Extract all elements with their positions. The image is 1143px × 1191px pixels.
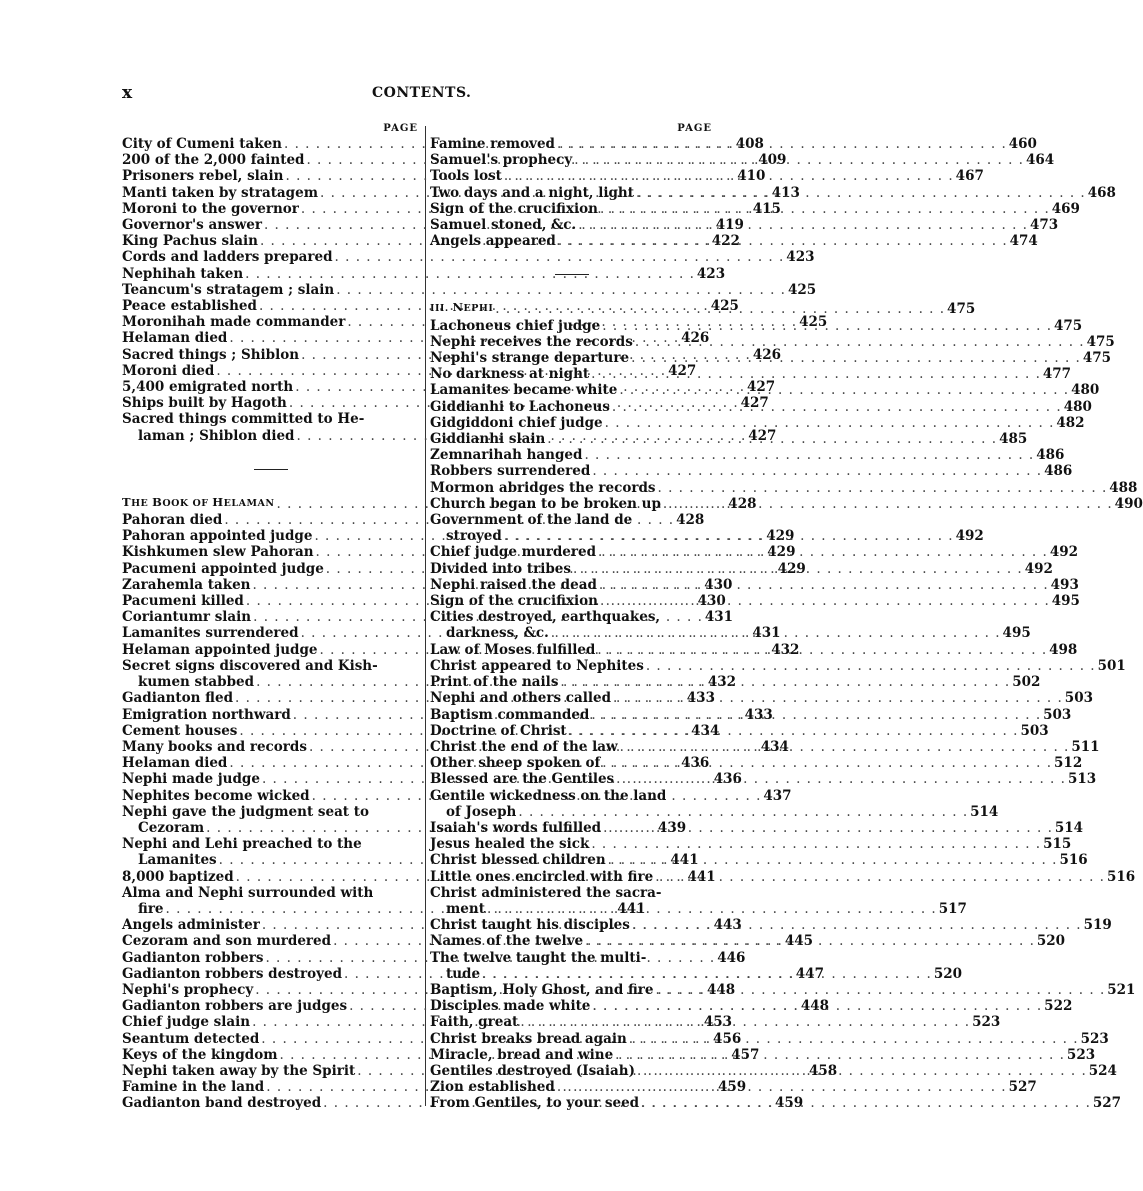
entry-title: Nephi raised the dead	[430, 576, 597, 593]
leader-dots	[655, 869, 1105, 885]
entry-page: 480	[1071, 382, 1100, 399]
entry-page: 523	[972, 1014, 1001, 1031]
leader-dots	[600, 201, 1050, 217]
leader-dots	[600, 593, 1050, 609]
entry-title: Famine removed	[430, 136, 555, 152]
entry-title: Moronihah made commander	[122, 314, 346, 331]
entry-title: Divided into tribes	[430, 560, 571, 577]
entry-page: 517	[938, 900, 967, 917]
leader-dots	[592, 998, 1042, 1014]
entry-page: 516	[1059, 852, 1088, 869]
entry-title: Other sheep spoken of	[430, 755, 601, 772]
entry-title: Lachoneus chief judge	[430, 317, 601, 334]
entry-title: Emigration northward	[122, 706, 291, 723]
entry-title: Doctrine of Christ	[430, 722, 567, 739]
entry-title: King Pachus slain	[122, 233, 258, 250]
entry-page: 527	[1008, 1079, 1037, 1096]
entry-page: 446	[717, 949, 746, 966]
leader-dots	[557, 136, 1007, 152]
leader-dots	[584, 447, 1034, 463]
entry-title: Faith, great	[430, 1014, 519, 1031]
entry-page: 453	[703, 1014, 733, 1031]
leader-dots	[520, 1014, 970, 1030]
entry-page: 513	[1067, 771, 1097, 788]
entry-title: Nephi's prophecy	[122, 981, 254, 998]
page-column-label: PAGE	[677, 123, 712, 134]
entry-title: Two days and a night, light	[430, 184, 634, 201]
leader-dots	[591, 836, 1041, 852]
leader-dots	[636, 185, 1086, 201]
entry-title: Christ breaks bread again	[430, 1030, 627, 1047]
entry-title: Samuel stoned, &c.	[430, 217, 577, 234]
leader-dots	[632, 917, 1082, 933]
entry-title: Lamanites became white	[430, 382, 618, 399]
entry-page: 448	[706, 981, 736, 998]
entry-page: 490	[1114, 495, 1143, 512]
entry-title: Sign of the crucifixion	[430, 200, 598, 217]
entry-page: 445	[784, 933, 814, 950]
entry-title: Christ the end of the law	[430, 738, 618, 755]
entry-title: Blessed are the Gentiles	[430, 771, 615, 788]
entry-page: 503	[1020, 722, 1049, 739]
leader-dots	[591, 707, 1041, 723]
entry-title: No darkness at night	[430, 366, 590, 383]
entry-title: 200 of the 2,000 fainted	[122, 152, 305, 169]
entry-page: 408	[735, 136, 764, 152]
leader-dots	[599, 577, 1049, 593]
entry-title-line2: of Joseph	[446, 803, 517, 820]
entry-page: 434	[691, 722, 720, 739]
entry-title: Moroni died	[122, 362, 215, 379]
leader-dots	[504, 528, 954, 544]
entry-page: 431	[752, 625, 781, 642]
running-title: CONTENTS.	[372, 85, 472, 101]
entry-title: Zion established	[430, 1079, 555, 1096]
entry-page: 521	[1107, 981, 1136, 998]
entry-title: Nephihah taken	[122, 265, 244, 282]
leader-dots	[608, 852, 1058, 868]
leader-dots	[635, 334, 1085, 350]
entry-page: 492	[1024, 560, 1053, 577]
entry-title: Prisoners rebel, slain	[122, 168, 284, 185]
leader-dots	[602, 318, 1052, 334]
entry-page: 432	[707, 674, 737, 691]
entry-page: 515	[1043, 836, 1072, 853]
entry-title: Nephites become wicked	[122, 787, 310, 804]
entry-title: Pahoran appointed judge	[122, 528, 313, 545]
toc-entry	[430, 333, 1115, 350]
entry-page: 426	[752, 346, 782, 363]
entry-page: 427	[668, 362, 697, 379]
entry-page: 443	[713, 917, 742, 934]
entry-page: 464	[1025, 152, 1055, 169]
entry-title-line2: darkness, &c.	[446, 625, 549, 642]
leader-dots	[629, 1031, 1079, 1047]
entry-page: 524	[1088, 1062, 1117, 1079]
entry-title: Baptism, Holy Ghost, and fire	[430, 981, 654, 998]
entry-page: 486	[1036, 447, 1065, 464]
toc-entry	[430, 836, 1072, 853]
entry-page: 441	[687, 868, 716, 885]
entry-title: Church began to be broken up	[430, 495, 661, 512]
entry-title: Samuel's prophecy	[430, 152, 573, 169]
toc-entry	[430, 819, 1084, 836]
leader-dots	[612, 399, 1062, 415]
entry-title-line1: Gentile wickedness on the land	[430, 787, 667, 804]
entry-title: Ships built by Hagoth	[122, 395, 287, 412]
section-divider	[430, 249, 714, 299]
entry-page: 492	[1049, 544, 1078, 561]
entry-title: Sign of the crucifixion	[430, 593, 598, 610]
entry-title: Nephi and others called	[430, 690, 612, 707]
wrapped-entry	[430, 884, 967, 917]
toc-entry	[430, 868, 1136, 885]
toc-entry	[430, 463, 1073, 480]
entry-page: 511	[1071, 738, 1100, 755]
leader-dots	[597, 642, 1047, 658]
entry-page: 427	[747, 379, 776, 396]
entry-page: 527	[1092, 1095, 1122, 1112]
entry-title: Christ blessed children	[430, 852, 606, 869]
entry-page: 426	[681, 330, 710, 347]
entry-title: Disciples made white	[430, 998, 591, 1015]
entry-title: Isaiah's words fulfilled	[430, 819, 602, 836]
entry-title-line1: Secret signs discovered and Kish-	[122, 657, 378, 674]
entry-page: 456	[713, 1030, 742, 1047]
entry-page: 441	[617, 900, 646, 917]
entry-title: Moroni to the governor	[122, 200, 299, 217]
entry-page: 459	[774, 1095, 804, 1112]
entry-title-line2: kumen stabbed	[138, 674, 255, 691]
entry-page: 480	[1063, 398, 1092, 415]
entry-title: From Gentiles, to your seed	[430, 1095, 640, 1112]
entry-page: 427	[748, 427, 777, 444]
entry-title: Gadianton band destroyed	[122, 1095, 322, 1112]
toc-entry	[430, 414, 1085, 431]
entry-page: 437	[763, 787, 792, 804]
entry-title: Famine in the land	[122, 1079, 265, 1096]
entry-title: Christ appeared to Nephites	[430, 657, 644, 674]
entry-page: 447	[795, 965, 824, 982]
entry-title: Nephi's strange departure	[430, 350, 630, 367]
entry-page: 523	[1080, 1030, 1109, 1047]
entry-title-line2-row	[430, 803, 999, 820]
page-column-label: PAGE	[383, 123, 418, 134]
entry-page: 520	[1036, 933, 1066, 950]
leader-dots	[631, 350, 1081, 366]
entry-page: 475	[1082, 350, 1112, 367]
toc-entry	[430, 447, 1065, 464]
toc-entry	[430, 722, 1049, 739]
leader-dots	[663, 496, 1113, 512]
entry-title: Sacred things ; Shiblon	[122, 346, 300, 363]
entry-title-line2: fire	[138, 900, 164, 917]
toc-entry	[122, 265, 726, 282]
leader-dots	[495, 301, 945, 317]
entry-page: 516	[1106, 868, 1136, 885]
leader-dots	[615, 1047, 1065, 1063]
leader-dots	[619, 382, 1069, 398]
entry-title-line1: Cities destroyed, earthquakes,	[430, 609, 661, 626]
entry-page: 429	[777, 560, 806, 577]
entry-page: 410	[737, 168, 766, 185]
toc-entry	[122, 281, 817, 298]
entry-page: 425	[710, 298, 739, 315]
leader-dots	[657, 480, 1107, 496]
entry-title: Manti taken by stratagem	[122, 184, 318, 201]
entry-title-line2: stroyed	[446, 528, 502, 545]
leader-dots	[605, 415, 1055, 431]
entry-page: 488	[1109, 479, 1138, 496]
entry-title: Zemnarihah hanged	[430, 447, 583, 464]
entry-page: 492	[955, 528, 984, 545]
section-title: III. NEPHI	[430, 300, 494, 315]
entry-title: Teancum's stratagem ; slain	[122, 281, 335, 298]
entry-title: Nephi made judge	[122, 771, 260, 788]
leader-dots	[560, 674, 1010, 690]
section-page: 475	[947, 301, 976, 318]
entry-page: 429	[767, 544, 796, 561]
entry-page: 473	[1029, 217, 1059, 234]
entry-page: 415	[752, 200, 781, 217]
entry-page: 501	[1097, 657, 1126, 674]
entry-page: 459	[718, 1079, 747, 1096]
toc-entry	[430, 755, 1083, 772]
entry-page: 475	[1054, 317, 1083, 334]
entry-page: 520	[933, 965, 963, 982]
entry-title: Governor's answer	[122, 217, 262, 234]
entry-title: Mormon abridges the records	[430, 479, 656, 496]
entry-page: 495	[1051, 593, 1080, 610]
entry-page: 495	[1002, 625, 1031, 642]
entry-title-line1: Christ administered the sacra-	[430, 884, 662, 901]
toc-entry	[430, 690, 1093, 707]
entry-title: Chief judge murdered	[430, 544, 597, 561]
entry-title: Helaman appointed judge	[122, 641, 318, 658]
leader-dots	[591, 366, 1041, 382]
entry-page: 514	[970, 803, 999, 820]
entry-title: 8,000 baptized	[122, 868, 234, 885]
entry-page: 429	[766, 528, 795, 545]
section-title: THE BOOK OF HELAMAN	[122, 494, 275, 509]
entry-page: 458	[809, 1062, 838, 1079]
leader-dots	[518, 804, 968, 820]
entry-title: Gadianton robbers	[122, 949, 264, 966]
toc-entry	[430, 479, 1138, 496]
toc-entry	[122, 249, 815, 266]
leader-dots	[557, 1079, 1007, 1095]
entry-title: Names of the twelve	[430, 933, 584, 950]
entry-title: Lamanites surrendered	[122, 625, 299, 642]
leader-dots	[613, 690, 1063, 706]
entry-title: Angels administer	[122, 917, 260, 934]
entry-title: Jesus healed the sick	[430, 836, 590, 853]
entry-title: Tools lost	[430, 168, 502, 185]
entry-title-line1: Alma and Nephi surrounded with	[122, 884, 374, 901]
entry-page: 467	[955, 168, 984, 185]
leader-dots	[641, 1095, 1091, 1111]
entry-title: Gadianton robbers destroyed	[122, 965, 343, 982]
entry-title: City of Cumeni taken	[122, 136, 282, 152]
entry-title: Cords and ladders prepared	[122, 249, 333, 266]
entry-title-line2: Cezoram	[138, 819, 205, 836]
entry-title-line1: Nephi and Lehi preached to the	[122, 836, 362, 853]
entry-page: 503	[1043, 706, 1072, 723]
entry-title: Miracle, bread and wine	[430, 1046, 614, 1063]
entry-title: Nephi taken away by the Spirit	[122, 1062, 356, 1079]
entry-page: 519	[1083, 917, 1112, 934]
entry-title: Zarahemla taken	[122, 576, 251, 593]
entry-title-line1: Government of the land de	[430, 512, 633, 529]
toc-entry	[430, 593, 1080, 610]
leader-dots	[569, 723, 1019, 739]
entry-page: 475	[1086, 333, 1115, 350]
entry-page: 474	[1009, 233, 1038, 250]
entry-page: 523	[1066, 1046, 1096, 1063]
entry-page: 502	[1012, 674, 1041, 691]
entry-page: 486	[1044, 463, 1073, 480]
entry-title: Law of Moses fulfilled	[430, 641, 596, 658]
entry-page: 512	[1054, 755, 1083, 772]
leader-dots	[602, 755, 1052, 771]
leader-dots	[620, 739, 1070, 755]
entry-page: 439	[657, 819, 687, 836]
entry-page: 422	[711, 233, 740, 250]
leader-dots	[603, 820, 1053, 836]
entry-list	[430, 819, 1136, 885]
entry-page: 430	[704, 576, 733, 593]
entry-page: 460	[1008, 136, 1037, 152]
entry-page: 428	[676, 512, 705, 529]
entry-page: 485	[999, 431, 1028, 448]
entry-page: 423	[786, 249, 815, 266]
entry-title: Keys of the kingdom	[122, 1046, 278, 1063]
entry-title: Gentiles destroyed (Isaiah)	[430, 1062, 635, 1079]
entry-title: Little ones encircled with fire	[430, 868, 654, 885]
leader-dots	[487, 901, 937, 917]
entry-title: Print of the nails	[430, 674, 559, 691]
page-header	[122, 83, 722, 107]
entry-page: 409	[758, 152, 787, 169]
entry-title: Many books and records	[122, 738, 307, 755]
entry-title: Chief judge slain	[122, 1014, 251, 1031]
section-page: 428	[728, 495, 757, 512]
entry-title: Helaman died	[122, 755, 228, 772]
entry-page: 482	[1056, 414, 1085, 431]
entry-page: 425	[787, 281, 817, 298]
leader-dots	[574, 152, 1024, 168]
entry-page: 503	[1064, 690, 1093, 707]
leader-dots	[637, 1063, 1087, 1079]
entry-page: 514	[1054, 819, 1084, 836]
entry-page: 431	[704, 609, 734, 626]
toc-entry	[430, 852, 1088, 869]
entry-title-line2-row	[430, 900, 967, 917]
entry-title-line1: The twelve taught the multi-	[430, 949, 647, 966]
entry-page: 430	[697, 593, 726, 610]
entry-title-line1: Nephi gave the judgment seat to	[122, 803, 369, 820]
entry-title: Baptism commanded	[430, 706, 590, 723]
entry-title: Peace established	[122, 298, 257, 315]
entry-page: 448	[800, 998, 830, 1015]
leader-dots	[616, 771, 1066, 787]
entry-title: Giddianhi slain	[430, 431, 546, 448]
entry-page: 433	[744, 706, 773, 723]
entry-title: Pacumeni appointed judge	[122, 560, 324, 577]
leader-dots	[547, 431, 997, 447]
entry-title: Cement houses	[122, 722, 238, 739]
entry-title: Helaman died	[122, 330, 228, 347]
leader-dots	[558, 233, 1008, 249]
entry-title: Coriantumr slain	[122, 609, 252, 626]
toc-entry	[430, 657, 1126, 674]
entry-page: 432	[771, 641, 800, 658]
entry-title: Christ taught his disciples	[430, 917, 630, 934]
entry-title: Giddianhi to Lachoneus	[430, 398, 610, 415]
leader-dots	[504, 168, 954, 184]
entry-title: Robbers surrendered	[430, 463, 591, 480]
entry-title: 5,400 emigrated north	[122, 379, 294, 396]
entry-title: Nephi receives the records	[430, 333, 633, 350]
entry-page: 434	[760, 738, 789, 755]
entry-page: 457	[731, 1046, 760, 1063]
leader-dots	[551, 625, 1001, 641]
entry-page: 419	[715, 217, 744, 234]
entry-page: 436	[681, 755, 710, 772]
entry-title-line2: Lamanites	[138, 852, 217, 869]
entry-title: Angels appeared	[430, 233, 556, 250]
entry-page: 425	[799, 314, 828, 331]
entry-page: 413	[771, 184, 800, 201]
leader-dots	[598, 544, 1048, 560]
entry-page: 427	[740, 395, 769, 412]
entry-title-line2: laman ; Shiblon died	[138, 427, 295, 444]
entry-title: Kishkumen slew Pahoran	[122, 544, 314, 561]
entry-page: 441	[670, 852, 699, 869]
leader-dots	[655, 982, 1105, 998]
entry-title: Pahoran died	[122, 512, 223, 529]
entry-title: Cezoram and son murdered	[122, 933, 332, 950]
leader-dots	[646, 658, 1096, 674]
leader-dots	[585, 933, 1035, 949]
entry-page: 493	[1050, 576, 1079, 593]
leader-dots	[592, 463, 1042, 479]
entry-title: Seantum detected	[122, 1030, 260, 1047]
toc-entry	[430, 366, 1072, 383]
entry-page: 423	[696, 265, 726, 282]
entry-page: 522	[1044, 998, 1073, 1015]
leader-dots	[573, 561, 1023, 577]
leader-dots	[578, 217, 1028, 233]
page-number: x	[122, 83, 133, 103]
entry-title-line2: ment	[446, 900, 485, 917]
entry-title: Gadianton robbers are judges	[122, 998, 348, 1015]
entry-title: Pacumeni killed	[122, 593, 244, 610]
entry-title-line2: tude	[446, 965, 481, 982]
section-divider	[122, 444, 420, 494]
entry-page: 436	[713, 771, 742, 788]
entry-title: Gadianton fled	[122, 690, 234, 707]
entry-page: 469	[1051, 200, 1080, 217]
entry-page: 498	[1049, 641, 1078, 658]
entry-title: Gidgiddoni chief judge	[430, 414, 603, 431]
entry-title-line1: Sacred things committed to He-	[122, 411, 365, 428]
entry-page: 433	[686, 690, 715, 707]
entry-page: 468	[1087, 184, 1116, 201]
entry-page: 477	[1042, 366, 1072, 383]
leader-dots	[482, 966, 932, 982]
